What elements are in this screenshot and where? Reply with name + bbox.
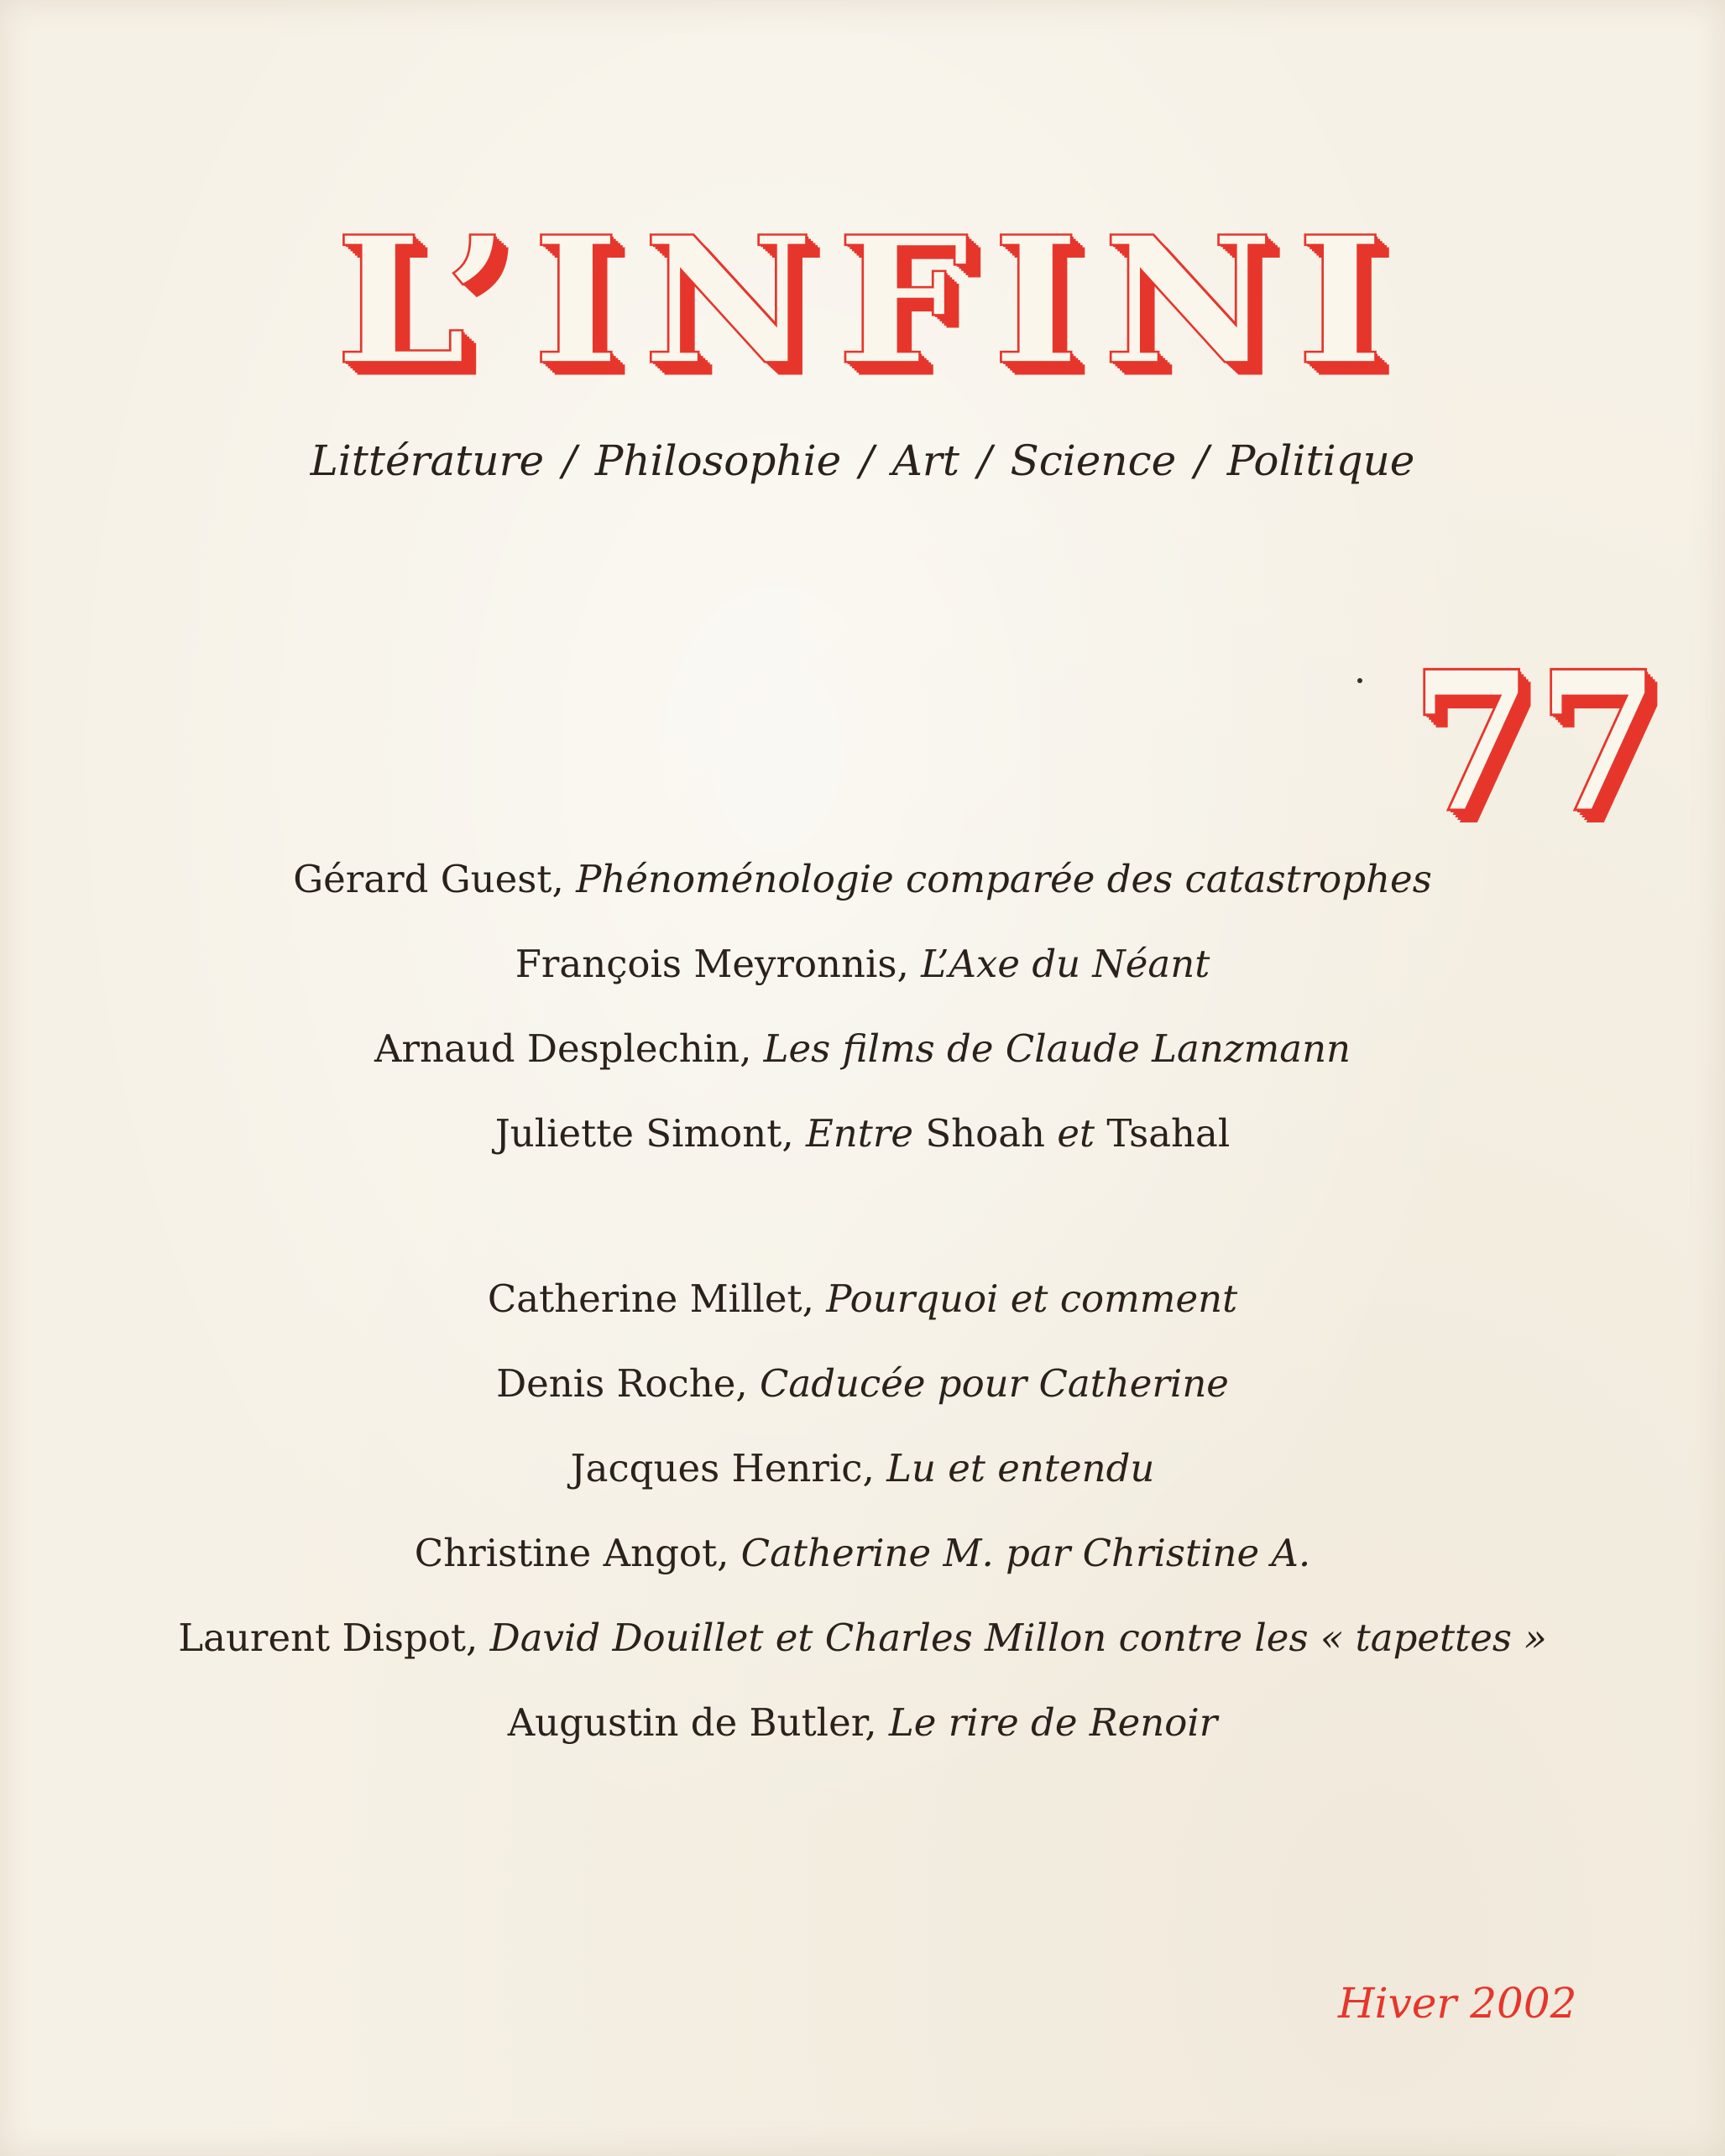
entry-title: Phénoménologie comparée des catastrophes xyxy=(576,857,1432,901)
entry-author: Christine Angot xyxy=(414,1531,718,1575)
entry-title: L’Axe du Néant xyxy=(921,942,1210,986)
contents-entry xyxy=(0,1524,1725,1609)
entry-separator: , xyxy=(896,942,922,986)
entry-title-part: Entre xyxy=(805,1111,913,1156)
entry-separator: , xyxy=(781,1111,806,1156)
contents-entry xyxy=(0,1270,1725,1355)
entry-author: Gérard Guest xyxy=(293,857,552,901)
entry-separator: , xyxy=(740,1026,764,1071)
contents-entry xyxy=(0,1104,1725,1189)
contents-entry xyxy=(0,1439,1725,1524)
entry-separator: , xyxy=(865,1700,889,1745)
entry-separator: , xyxy=(551,857,577,901)
entry-separator: , xyxy=(466,1616,490,1660)
table-of-contents-section-2 xyxy=(0,1270,1725,1778)
issue-season: Hiver 2002 xyxy=(1338,1979,1577,2028)
entry-title: Catherine M. par Christine A. xyxy=(740,1531,1311,1575)
contents-entry xyxy=(0,1355,1725,1439)
entry-title: Les films de Claude Lanzmann xyxy=(763,1026,1351,1071)
masthead xyxy=(0,198,1725,422)
entry-author: Arnaud Desplechin xyxy=(374,1026,740,1071)
entry-title-film: Shoah xyxy=(925,1111,1046,1156)
magazine-subtitle: Littérature / Philosophie / Art / Science / Politique xyxy=(310,436,1415,485)
entry-separator: , xyxy=(862,1446,887,1490)
contents-entry xyxy=(0,1694,1725,1778)
entry-author: Denis Roche xyxy=(496,1361,736,1406)
entry-title-part: et xyxy=(1057,1111,1095,1156)
entry-separator: , xyxy=(717,1531,741,1575)
entry-separator: , xyxy=(735,1361,760,1406)
issue-number: 77 xyxy=(1410,629,1664,856)
entry-title: David Douillet et Charles Millon contre les « tapettes » xyxy=(489,1616,1547,1660)
entry-title-film: Tsahal xyxy=(1106,1111,1231,1156)
print-speck xyxy=(1357,678,1362,683)
entry-title: Le rire de Renoir xyxy=(888,1700,1218,1745)
entry-separator: , xyxy=(802,1276,827,1321)
contents-entry xyxy=(0,1609,1725,1694)
entry-title: Lu et entendu xyxy=(886,1446,1155,1490)
contents-entry xyxy=(0,850,1725,935)
table-of-contents-section-1 xyxy=(0,850,1725,1189)
contents-entry xyxy=(0,935,1725,1020)
magazine-title: L’INFINI xyxy=(335,198,1407,404)
entry-author: François Meyronnis xyxy=(515,942,897,986)
entry-author: Catherine Millet xyxy=(487,1276,802,1321)
entry-author: Laurent Dispot xyxy=(178,1616,466,1660)
entry-title: Caducée pour Catherine xyxy=(759,1361,1229,1406)
entry-author: Augustin de Butler xyxy=(507,1700,865,1745)
contents-entry xyxy=(0,1020,1725,1104)
entry-author: Juliette Simont xyxy=(494,1111,782,1156)
entry-author: Jacques Henric xyxy=(570,1446,863,1490)
entry-title: Pourquoi et comment xyxy=(826,1276,1238,1321)
